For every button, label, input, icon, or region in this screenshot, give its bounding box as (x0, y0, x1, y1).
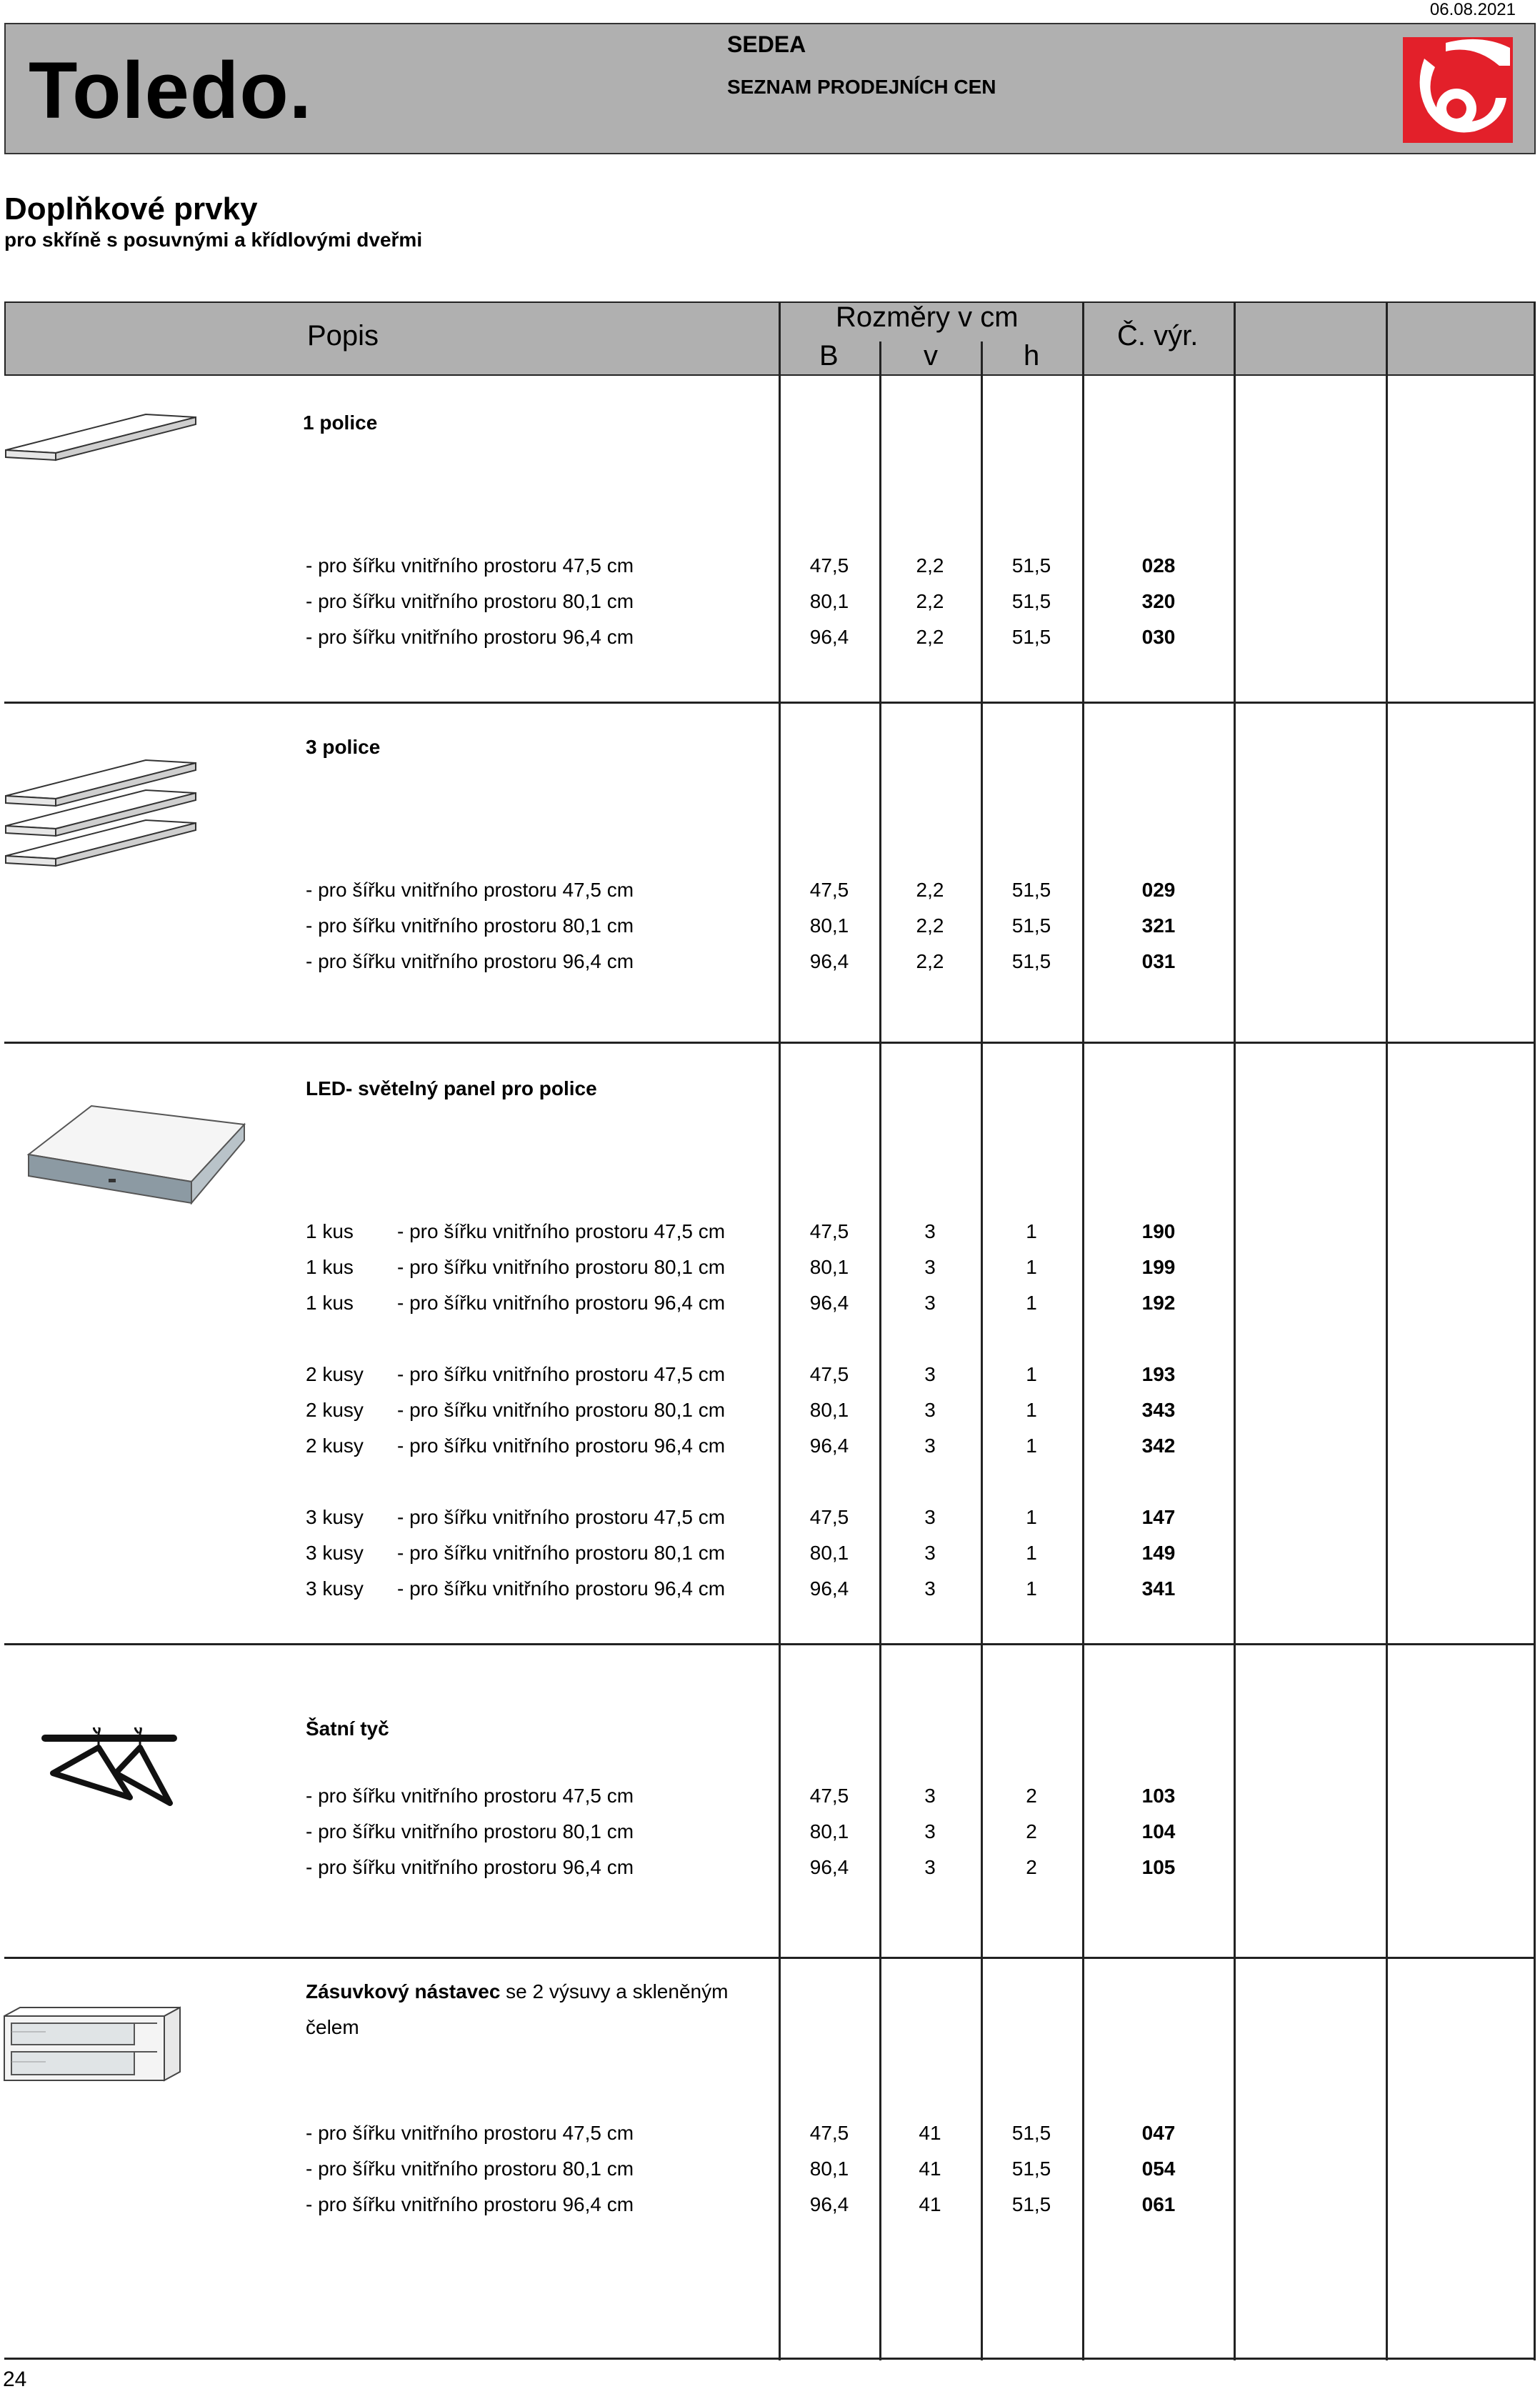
row-quantity: 3 kusy (306, 1542, 364, 1564)
cell-b: 80,1 (809, 1399, 849, 1421)
cell-h: 1 (1026, 1506, 1037, 1528)
cell-h: 1 (1026, 1220, 1037, 1242)
row-description: - pro šířku vnitřního prostoru 47,5 cm (306, 1785, 634, 1807)
row-description: - pro šířku vnitřního prostoru 96,4 cm (397, 1435, 726, 1457)
cell-b: 47,5 (809, 2122, 849, 2144)
cell-h: 51,5 (1011, 554, 1051, 577)
single-shelf-icon (4, 413, 199, 470)
row-description: - pro šířku vnitřního prostoru 47,5 cm (306, 879, 634, 901)
cell-b: 80,1 (809, 1542, 849, 1564)
cell-v: 3 (924, 1399, 936, 1421)
row-description: - pro šířku vnitřního prostoru 80,1 cm (397, 1256, 726, 1278)
cell-h: 51,5 (1011, 2158, 1051, 2180)
cell-h: 1 (1026, 1577, 1037, 1600)
row-quantity: 2 kusy (306, 1435, 364, 1457)
cell-code: 047 (1141, 2122, 1176, 2144)
col-header-v: v (924, 340, 938, 371)
cell-v: 41 (919, 2122, 941, 2144)
row-description: - pro šířku vnitřního prostoru 80,1 cm (306, 590, 634, 612)
col-header-cislo: Č. výr. (1117, 320, 1199, 351)
cell-v: 3 (924, 1363, 936, 1385)
cell-code: 320 (1141, 590, 1176, 612)
cell-b: 47,5 (809, 879, 849, 901)
col-header-h: h (1024, 340, 1040, 371)
cell-b: 96,4 (809, 1577, 849, 1600)
row-description: - pro šířku vnitřního prostoru 47,5 cm (397, 1220, 726, 1242)
price-list-subtitle: SEZNAM PRODEJNÍCH CEN (727, 76, 996, 98)
cell-h: 51,5 (1011, 950, 1051, 972)
cell-code: 193 (1141, 1363, 1176, 1385)
cell-b: 96,4 (809, 950, 849, 972)
cell-b: 96,4 (809, 626, 849, 648)
cell-v: 3 (924, 1785, 936, 1807)
grid-line (1534, 301, 1536, 2360)
row-quantity: 3 kusy (306, 1506, 364, 1528)
grid-line (879, 341, 881, 2360)
cell-v: 3 (924, 1820, 936, 1842)
cell-h: 1 (1026, 1542, 1037, 1564)
cell-code: 342 (1141, 1435, 1176, 1457)
cell-code: 103 (1141, 1785, 1176, 1807)
supplier-name: SEDEA (727, 31, 806, 57)
row-quantity: 3 kusy (306, 1577, 364, 1600)
group-separator (4, 1643, 1536, 1645)
cell-b: 80,1 (809, 1256, 849, 1278)
cell-v: 3 (924, 1506, 936, 1528)
grid-line (1386, 301, 1388, 2360)
cell-v: 3 (924, 1256, 936, 1278)
cell-code: 199 (1141, 1256, 1176, 1278)
cell-b: 96,4 (809, 1435, 849, 1457)
row-quantity: 1 kus (306, 1220, 354, 1242)
grid-line (1082, 301, 1084, 2360)
table-bottom-line (4, 2358, 1536, 2360)
row-description: - pro šířku vnitřního prostoru 47,5 cm (306, 554, 634, 577)
cell-h: 2 (1026, 1785, 1037, 1807)
cell-v: 3 (924, 1856, 936, 1878)
led-panel-icon (26, 1104, 247, 1212)
group-title: LED- světelný panel pro police (306, 1077, 597, 1099)
cell-b: 96,4 (809, 1856, 849, 1878)
cell-v: 3 (924, 1220, 936, 1242)
cell-code: 105 (1141, 1856, 1176, 1878)
group-separator (4, 1957, 1536, 1959)
cell-code: 054 (1141, 2158, 1176, 2180)
cell-h: 2 (1026, 1856, 1037, 1878)
cell-v: 41 (919, 2158, 941, 2180)
cell-v: 41 (919, 2193, 941, 2215)
cell-b: 47,5 (809, 1506, 849, 1528)
cell-h: 1 (1026, 1256, 1037, 1278)
cell-b: 47,5 (809, 1363, 849, 1385)
section-subtitle: pro skříně s posuvnými a křídlovými dveřmi (4, 229, 423, 251)
cell-code: 028 (1141, 554, 1176, 577)
row-description: - pro šířku vnitřního prostoru 96,4 cm (397, 1577, 726, 1600)
three-shelves-icon (4, 759, 199, 880)
col-header-b: B (819, 340, 839, 371)
grid-line (981, 341, 983, 2360)
cell-v: 2,2 (916, 914, 944, 937)
cell-v: 3 (924, 1292, 936, 1314)
cell-b: 47,5 (809, 1220, 849, 1242)
row-description: - pro šířku vnitřního prostoru 96,4 cm (306, 626, 634, 648)
cell-code: 341 (1141, 1577, 1176, 1600)
row-description: - pro šířku vnitřního prostoru 96,4 cm (306, 1856, 634, 1878)
row-description: - pro šířku vnitřního prostoru 80,1 cm (397, 1542, 726, 1564)
cell-h: 1 (1026, 1363, 1037, 1385)
group-title-line (306, 1980, 728, 2003)
cell-h: 1 (1026, 1435, 1037, 1457)
row-description: - pro šířku vnitřního prostoru 80,1 cm (306, 914, 634, 937)
cell-code: 030 (1141, 626, 1176, 648)
cell-code: 190 (1141, 1220, 1176, 1242)
page-number: 24 (3, 2368, 27, 2391)
cell-code: 321 (1141, 914, 1176, 937)
group-title: Zásuvkový nástavec (306, 1980, 501, 2003)
row-description: - pro šířku vnitřního prostoru 80,1 cm (306, 1820, 634, 1842)
cell-b: 80,1 (809, 914, 849, 937)
group-title-rest: se 2 výsuvy a skleněným (500, 1980, 729, 2003)
grid-line (779, 301, 781, 2360)
cell-h: 1 (1026, 1399, 1037, 1421)
row-description: - pro šířku vnitřního prostoru 47,5 cm (397, 1506, 726, 1528)
cell-code: 147 (1141, 1506, 1176, 1528)
cell-b: 80,1 (809, 1820, 849, 1842)
cell-v: 3 (924, 1577, 936, 1600)
cell-b: 80,1 (809, 590, 849, 612)
cell-code: 061 (1141, 2193, 1176, 2215)
cell-code: 192 (1141, 1292, 1176, 1314)
cell-h: 51,5 (1011, 2122, 1051, 2144)
cell-b: 47,5 (809, 1785, 849, 1807)
cell-h: 51,5 (1011, 2193, 1051, 2215)
cell-v: 2,2 (916, 590, 944, 612)
company-logo-icon (1403, 37, 1513, 143)
clothes-rail-icon (41, 1727, 184, 1813)
cell-v: 2,2 (916, 950, 944, 972)
cell-v: 2,2 (916, 879, 944, 901)
row-description: - pro šířku vnitřního prostoru 47,5 cm (306, 2122, 634, 2144)
grid-line (1234, 301, 1236, 2360)
cell-code: 031 (1141, 950, 1176, 972)
cell-h: 51,5 (1011, 626, 1051, 648)
group-separator (4, 1042, 1536, 1044)
cell-b: 47,5 (809, 554, 849, 577)
cell-v: 3 (924, 1435, 936, 1457)
group-separator (4, 702, 1536, 704)
group-title: 1 police (303, 412, 378, 434)
cell-h: 51,5 (1011, 914, 1051, 937)
section-title: Doplňkové prvky (4, 191, 258, 226)
row-quantity: 2 kusy (306, 1399, 364, 1421)
cell-h: 2 (1026, 1820, 1037, 1842)
cell-b: 96,4 (809, 2193, 849, 2215)
col-header-rozmery: Rozměry v cm (836, 301, 1019, 333)
cell-code: 343 (1141, 1399, 1176, 1421)
row-description: - pro šířku vnitřního prostoru 96,4 cm (397, 1292, 726, 1314)
cell-code: 149 (1141, 1542, 1176, 1564)
group-title: 3 police (306, 736, 381, 758)
row-description: - pro šířku vnitřního prostoru 96,4 cm (306, 950, 634, 972)
cell-h: 51,5 (1011, 879, 1051, 901)
cell-code: 029 (1141, 879, 1176, 901)
cell-v: 3 (924, 1542, 936, 1564)
cell-b: 96,4 (809, 1292, 849, 1314)
row-quantity: 2 kusy (306, 1363, 364, 1385)
print-date: 06.08.2021 (1429, 0, 1516, 19)
brand-title: Toledo. (29, 46, 312, 135)
table-header (4, 301, 1536, 376)
row-description: - pro šířku vnitřního prostoru 80,1 cm (306, 2158, 634, 2180)
cell-h: 1 (1026, 1292, 1037, 1314)
group-title-line2: čelem (306, 2016, 359, 2038)
drawer-unit-icon (3, 2006, 181, 2085)
cell-b: 80,1 (809, 2158, 849, 2180)
cell-v: 2,2 (916, 626, 944, 648)
col-header-popis: Popis (307, 320, 379, 351)
row-description: - pro šířku vnitřního prostoru 47,5 cm (397, 1363, 726, 1385)
cell-v: 2,2 (916, 554, 944, 577)
cell-code: 104 (1141, 1820, 1176, 1842)
row-quantity: 1 kus (306, 1292, 354, 1314)
row-quantity: 1 kus (306, 1256, 354, 1278)
row-description: - pro šířku vnitřního prostoru 80,1 cm (397, 1399, 726, 1421)
row-description: - pro šířku vnitřního prostoru 96,4 cm (306, 2193, 634, 2215)
cell-h: 51,5 (1011, 590, 1051, 612)
group-title: Šatní tyč (306, 1717, 389, 1740)
